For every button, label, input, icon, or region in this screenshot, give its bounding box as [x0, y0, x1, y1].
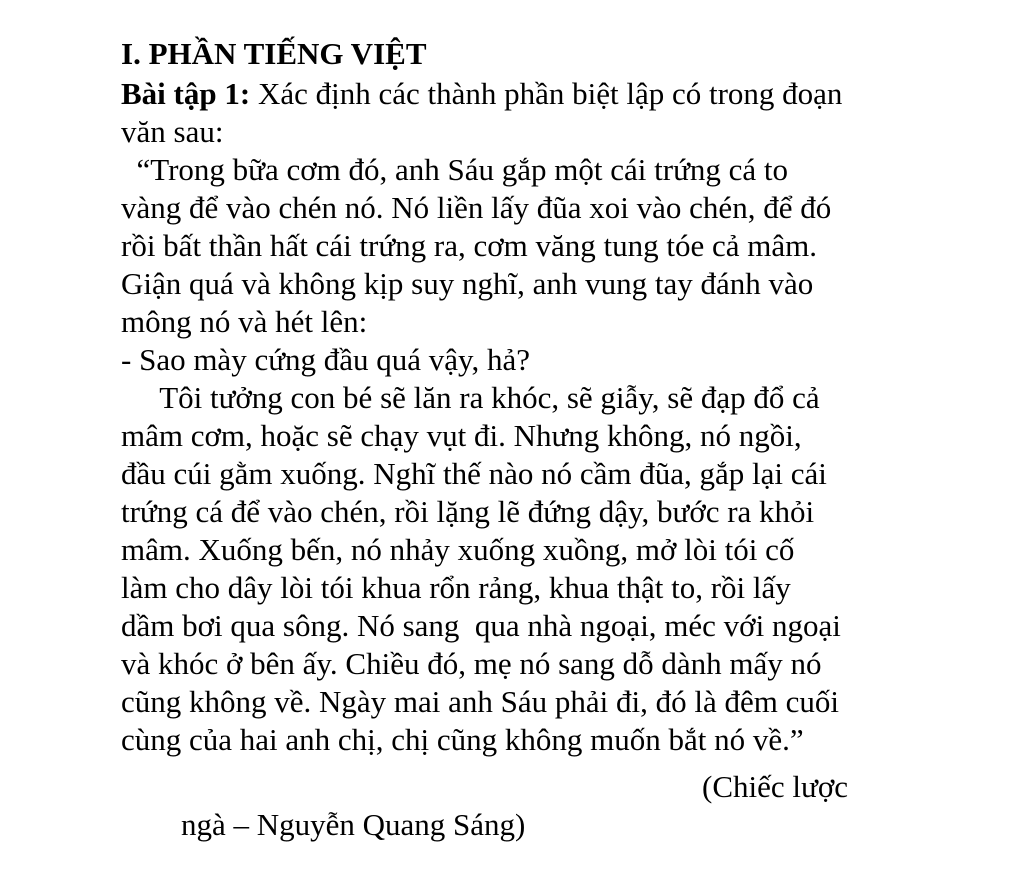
passage-line: trứng cá để vào chén, rồi lặng lẽ đứng dậy, bước ra khỏi: [121, 494, 815, 529]
passage-line: cũng không về. Ngày mai anh Sáu phải đi, đó là đêm cuối: [121, 684, 840, 719]
exercise-prompt: [121, 75, 842, 113]
exercise-label: Bài tập 1:: [121, 76, 251, 111]
passage-line: vàng để vào chén nó. Nó liền lấy đũa xoi vào chén, để đó: [121, 190, 832, 225]
passage-line: “Trong bữa cơm đó, anh Sáu gắp một cái trứng cá to: [121, 152, 788, 187]
source-citation: (Chiếc lược: [702, 769, 848, 804]
exercise-prompt-text: Xác định các thành phần biệt lập có trong đoạn: [250, 76, 843, 111]
passage-line: cùng của hai anh chị, chị cũng không muốn bắt nó về.”: [121, 722, 804, 757]
passage-line: - Sao mày cứng đầu quá vậy, hả?: [121, 342, 531, 377]
passage-line: Tôi tưởng con bé sẽ lăn ra khóc, sẽ giẫy, sẽ đạp đổ cả: [121, 380, 820, 415]
passage-line: rồi bất thần hất cái trứng ra, cơm văng tung tóe cả mâm.: [121, 228, 818, 263]
passage-line: mâm. Xuống bến, nó nhảy xuống xuồng, mở lòi tói cố: [121, 532, 795, 567]
passage-line: làm cho dây lòi tói khua rổn rảng, khua thật to, rồi lấy: [121, 570, 791, 605]
exercise-prompt-continued: văn sau:: [121, 114, 224, 149]
passage-line: mông nó và hét lên:: [121, 304, 368, 339]
passage-line: và khóc ở bên ấy. Chiều đó, mẹ nó sang dỗ dành mấy nó: [121, 646, 822, 681]
passage-line: mâm cơm, hoặc sẽ chạy vụt đi. Nhưng không, nó ngồi,: [121, 418, 802, 453]
passage-line: dầm bơi qua sông. Nó sang qua nhà ngoại, méc với ngoại: [121, 608, 841, 643]
section-heading: I. PHẦN TIẾNG VIỆT: [121, 36, 427, 71]
source-citation-continued: ngà – Nguyễn Quang Sáng): [181, 807, 526, 842]
passage-line: đầu cúi gằm xuống. Nghĩ thế nào nó cầm đũa, gắp lại cái: [121, 456, 827, 491]
passage-line: Giận quá và không kịp suy nghĩ, anh vung tay đánh vào: [121, 266, 814, 301]
